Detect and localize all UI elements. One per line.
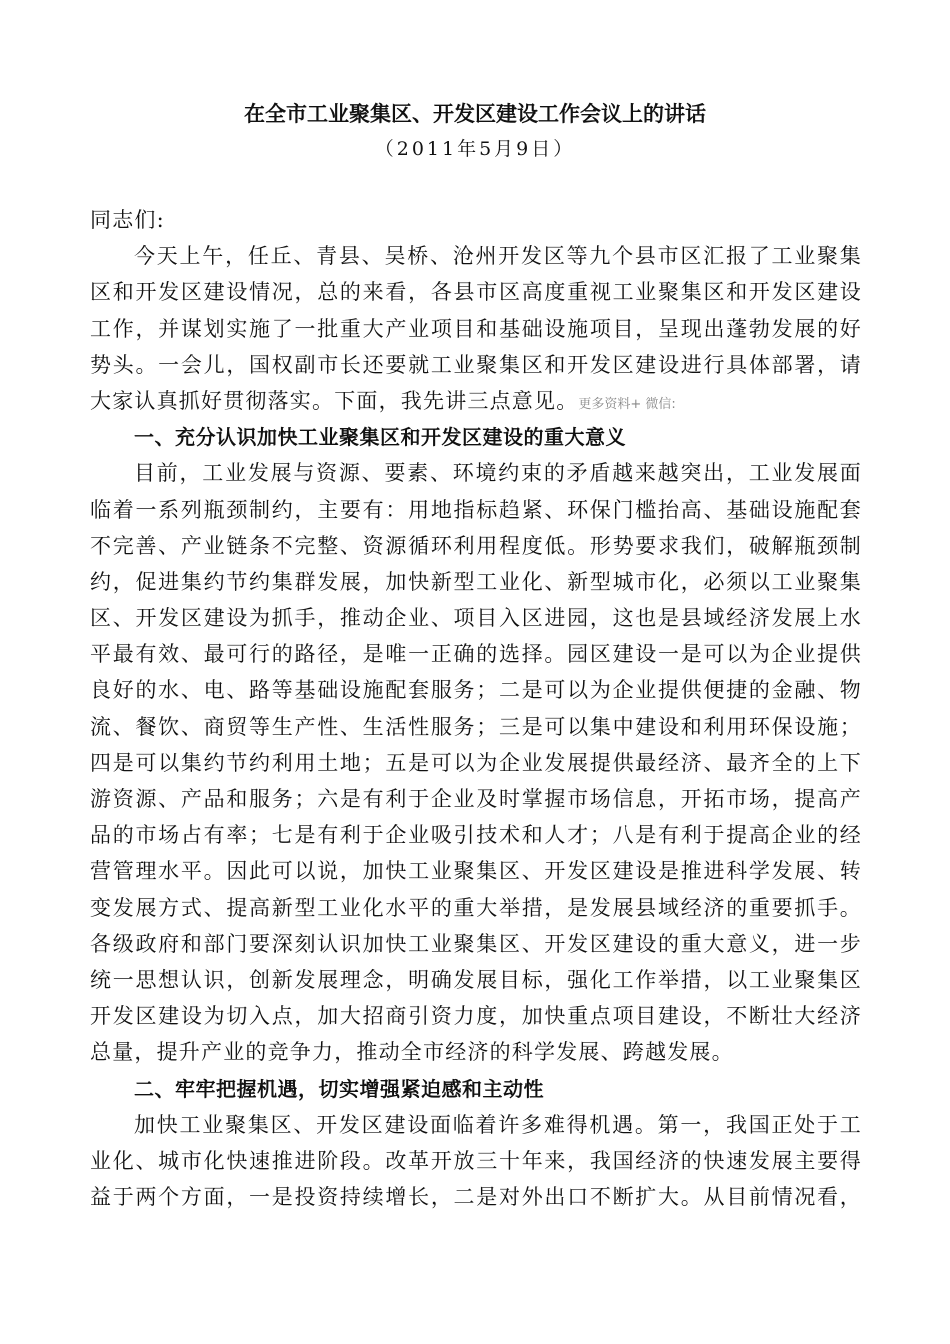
paragraph-line: 业化、城市化快速推进阶段。改革开放三十年来，我国经济的快速发展主要得 [90,1148,862,1173]
paragraph-text: 大家认真抓好贯彻落实。下面，我先讲三点意见。 [90,388,579,413]
paragraph-line: 游资源、产品和服务；六是有利于企业及时掌握市场信息，开拓市场，提高产 [90,787,862,811]
paragraph-line: 变发展方式、提高新型工业化水平的重大举措，是发展县域经济的重要抓手。 [90,895,862,920]
document-body [90,202,862,1215]
paragraph-line: 临着一系列瓶颈制约，主要有：用地指标趋紧、环保门槛抬高、基础设施配套 [90,497,862,522]
paragraph-line: 区和开发区建设情况，总的来看，各县市区高度重视工业聚集区和开发区建设 [90,280,862,305]
paragraph-line: 流、餐饮、商贸等生产性、生活性服务；三是可以集中建设和利用环保设施； [90,714,862,739]
section-heading-2: 二、牢牢把握机遇，切实增强紧迫感和主动性 [134,1076,544,1101]
paragraph-line: 开发区建设为切入点，加大招商引资力度，加快重点项目建设，不断壮大经济 [90,1004,862,1029]
paragraph-line: 势头。一会儿，国权副市长还要就工业聚集区和开发区建设进行具体部署，请 [90,352,862,377]
paragraph-line: 今天上午，任丘、青县、吴桥、沧州开发区等九个县市区汇报了工业聚集 [134,244,862,269]
section-heading-1: 一、充分认识加快工业聚集区和开发区建设的重大意义 [134,425,626,450]
paragraph-line: 良好的水、电、路等基础设施配套服务；二是可以为企业提供便捷的金融、物 [90,678,862,703]
paragraph-line: 益于两个方面，一是投资持续增长，二是对外出口不断扩大。从目前情况看， [90,1185,862,1210]
paragraph-line: 品的市场占有率；七是有利于企业吸引技术和人才；八是有利于提高企业的经 [90,823,862,848]
paragraph-line: 统一思想认识，创新发展理念，明确发展目标，强化工作举措，以工业聚集区 [90,967,862,992]
paragraph-line: 四是可以集约节约利用土地；五是可以为企业发展提供最经济、最齐全的上下 [90,750,862,775]
paragraph-line: 加快工业聚集区、开发区建设面临着许多难得机遇。第一，我国正处于工 [134,1112,862,1137]
paragraph-line: 约，促进集约节约集群发展，加快新型工业化、新型城市化，必须以工业聚集 [90,569,862,594]
paragraph-line-with-watermark [90,383,862,419]
paragraph-line: 各级政府和部门要深刻认识加快工业聚集区、开发区建设的重大意义，进一步 [90,931,862,956]
paragraph-line: 工作，并谋划实施了一批重大产业项目和基础设施项目，呈现出蓬勃发展的好 [90,316,862,341]
greeting: 同志们: [90,208,165,232]
paragraph-line: 平最有效、最可行的路径，是唯一正确的选择。园区建设一是可以为企业提供 [90,642,862,667]
paragraph-line: 区、开发区建设为抓手，推动企业、项目入区进园，这也是县域经济发展上水 [90,606,862,631]
watermark-text: 更多资料+ 微信: [578,396,676,412]
paragraph-line: 营管理水平。因此可以说，加快工业聚集区、开发区建设是推进科学发展、转 [90,859,862,884]
paragraph-line: 总量，提升产业的竞争力，推动全市经济的科学发展、跨越发展。 [90,1040,734,1065]
paragraph-line: 目前，工业发展与资源、要素、环境约束的矛盾越来越突出，工业发展面 [134,461,862,486]
paragraph-line: 不完善、产业链条不完整、资源循环利用程度低。形势要求我们，破解瓶颈制 [90,533,862,558]
document-title: 在全市工业聚集区、开发区建设工作会议上的讲话 [244,101,706,126]
document-date: （2011年5月9日） [374,138,576,160]
